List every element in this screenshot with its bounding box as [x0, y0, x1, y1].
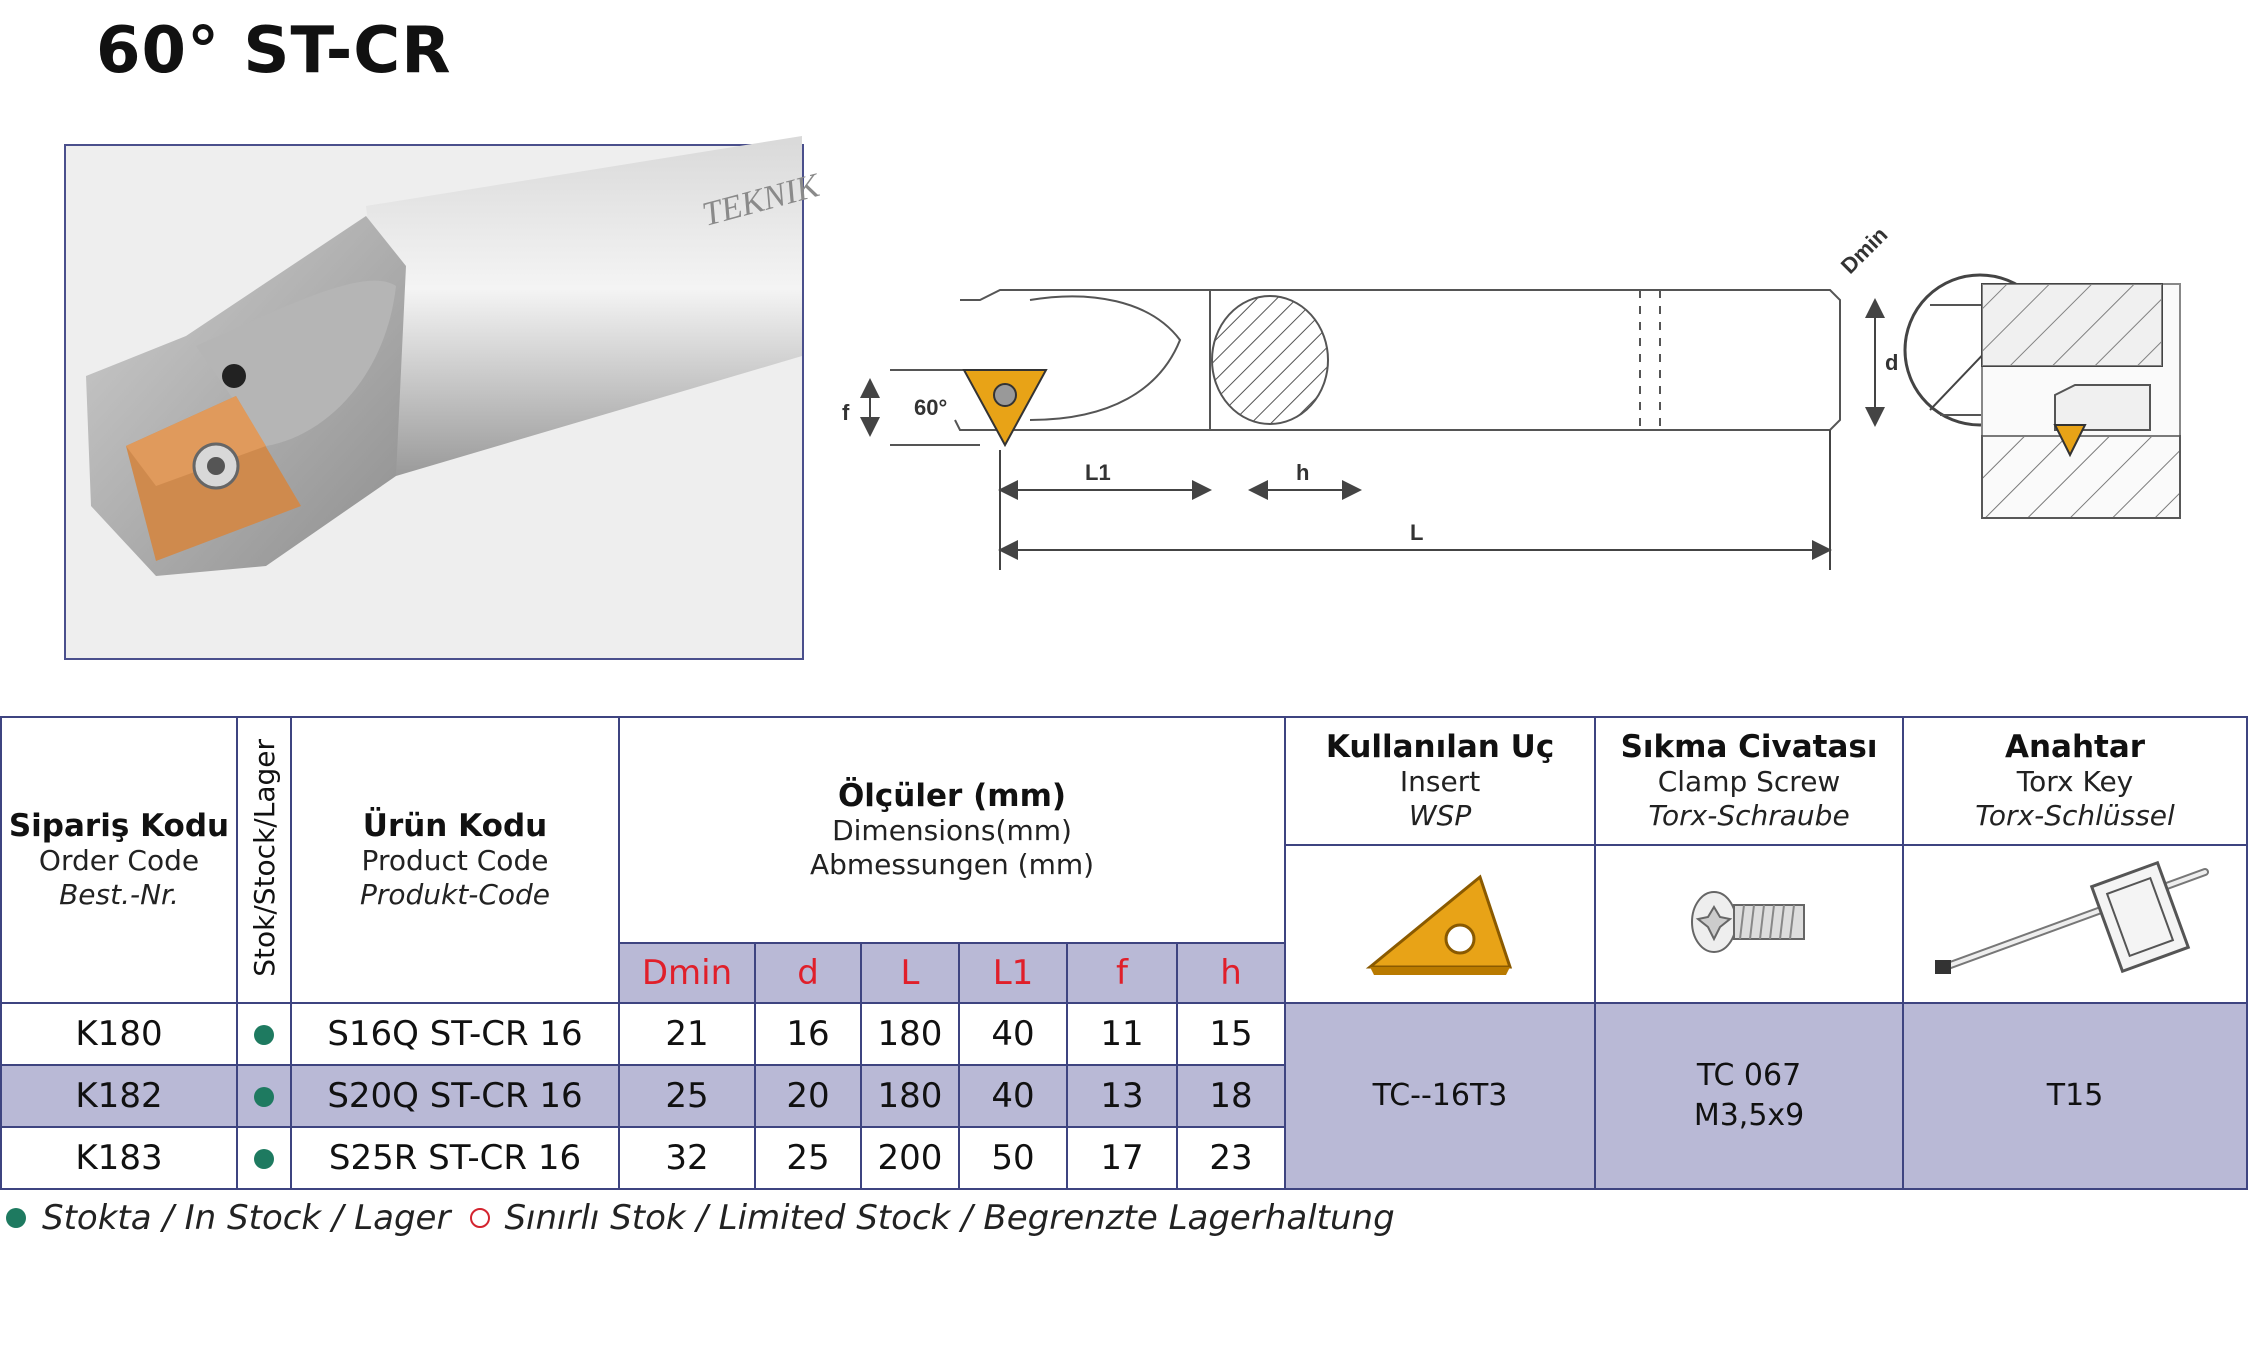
screw-image-cell	[1595, 845, 1903, 1003]
dim-l: 180	[861, 1003, 959, 1065]
col-f: f	[1067, 943, 1177, 1003]
order-code-en: Order Code	[38, 844, 200, 877]
product-code: S20Q ST-CR 16	[291, 1065, 619, 1127]
technical-drawings	[830, 221, 2252, 610]
stock-status	[237, 1065, 291, 1127]
page-title: 60° ST-CR	[96, 14, 452, 88]
header-stock	[237, 717, 291, 1003]
screw-value-2: M3,5x9	[1693, 1098, 1805, 1133]
header-insert	[1285, 717, 1595, 845]
dim-l: 180	[861, 1065, 959, 1127]
order-code: K183	[1, 1127, 237, 1189]
insert-tr: Kullanılan Uç	[1325, 729, 1555, 765]
order-code: K180	[1, 1003, 237, 1065]
dim-dmin: 21	[619, 1003, 755, 1065]
screw-tr: Sıkma Civatası	[1620, 729, 1878, 765]
header-screw	[1595, 717, 1903, 845]
insert-icon	[1360, 867, 1520, 977]
dim-h: 18	[1177, 1065, 1285, 1127]
product-code: S25R ST-CR 16	[291, 1127, 619, 1189]
stock-status	[237, 1127, 291, 1189]
col-l: L	[861, 943, 959, 1003]
in-stock-icon	[254, 1025, 274, 1045]
insert-image-cell	[1285, 845, 1595, 1003]
stock-label: Stok/Stock/Lager	[247, 739, 281, 977]
dim-h: 15	[1177, 1003, 1285, 1065]
dim-d: 16	[755, 1003, 861, 1065]
label-l1: L1	[1085, 460, 1111, 485]
label-f: f	[842, 400, 850, 425]
spec-table	[0, 716, 2248, 1190]
in-stock-icon	[254, 1087, 274, 1107]
boring-bar-illustration	[66, 146, 824, 658]
key-en: Torx Key	[2016, 765, 2134, 798]
order-code-de: Best.-Nr.	[59, 878, 179, 911]
dim-f: 11	[1067, 1003, 1177, 1065]
product-code-tr: Ürün Kodu	[362, 808, 548, 844]
header-order-code	[1, 717, 237, 1003]
dimensions-de: Abmessungen (mm)	[809, 848, 1095, 881]
torx-key-icon	[1925, 852, 2225, 992]
dim-l1: 50	[959, 1127, 1067, 1189]
key-de: Torx-Schlüssel	[1975, 799, 2175, 832]
legend-in-stock: Stokta / In Stock / Lager	[42, 1198, 451, 1238]
dim-dmin: 25	[619, 1065, 755, 1127]
col-dmin: Dmin	[619, 943, 755, 1003]
insert-de: WSP	[1408, 799, 1472, 832]
dim-f: 17	[1067, 1127, 1177, 1189]
key-value: T15	[1903, 1003, 2247, 1189]
header-key	[1903, 717, 2247, 845]
order-code: K182	[1, 1065, 237, 1127]
product-code-de: Produkt-Code	[359, 878, 551, 911]
legend-limited: Sınırlı Stok / Limited Stock / Begrenzte Lagerhaltung	[504, 1198, 1395, 1238]
screw-de: Torx-Schraube	[1648, 799, 1850, 832]
insert-value: TC--16T3	[1285, 1003, 1595, 1189]
dim-h: 23	[1177, 1127, 1285, 1189]
dimensions-tr: Ölçüler (mm)	[837, 778, 1067, 814]
dim-d: 25	[755, 1127, 861, 1189]
product-photo	[64, 144, 824, 660]
order-code-tr: Sipariş Kodu	[8, 808, 230, 844]
header-dimensions	[619, 717, 1285, 943]
limited-stock-icon	[470, 1208, 490, 1228]
screw-en: Clamp Screw	[1657, 765, 1841, 798]
in-stock-icon	[254, 1149, 274, 1169]
product-code: S16Q ST-CR 16	[291, 1003, 619, 1065]
label-l: L	[1410, 520, 1424, 545]
screw-value	[1595, 1003, 1903, 1189]
insert-en: Insert	[1399, 765, 1481, 798]
col-d: d	[755, 943, 861, 1003]
dim-l1: 40	[959, 1003, 1067, 1065]
header-product-code	[291, 717, 619, 1003]
col-h: h	[1177, 943, 1285, 1003]
key-tr: Anahtar	[2004, 729, 2146, 765]
dimensions-en: Dimensions(mm)	[832, 814, 1072, 847]
label-d: d	[1885, 350, 1899, 375]
col-l1: L1	[959, 943, 1067, 1003]
dimension-drawing	[830, 221, 2252, 610]
key-image-cell	[1903, 845, 2247, 1003]
torx-screw-icon	[1684, 877, 1814, 967]
label-dmin: Dmin	[1835, 221, 1893, 279]
stock-status	[237, 1003, 291, 1065]
product-code-en: Product Code	[361, 844, 549, 877]
screw-value-1: TC 067	[1696, 1058, 1802, 1093]
dim-l1: 40	[959, 1065, 1067, 1127]
label-angle: 60°	[914, 395, 948, 420]
label-h: h	[1296, 460, 1310, 485]
brand-mark: TEKNIK	[698, 167, 824, 234]
dim-d: 20	[755, 1065, 861, 1127]
dim-l: 200	[861, 1127, 959, 1189]
table-row	[1, 1003, 2247, 1065]
dim-dmin: 32	[619, 1127, 755, 1189]
in-stock-icon	[6, 1208, 26, 1228]
dim-f: 13	[1067, 1065, 1177, 1127]
stock-legend	[6, 1198, 1395, 1238]
